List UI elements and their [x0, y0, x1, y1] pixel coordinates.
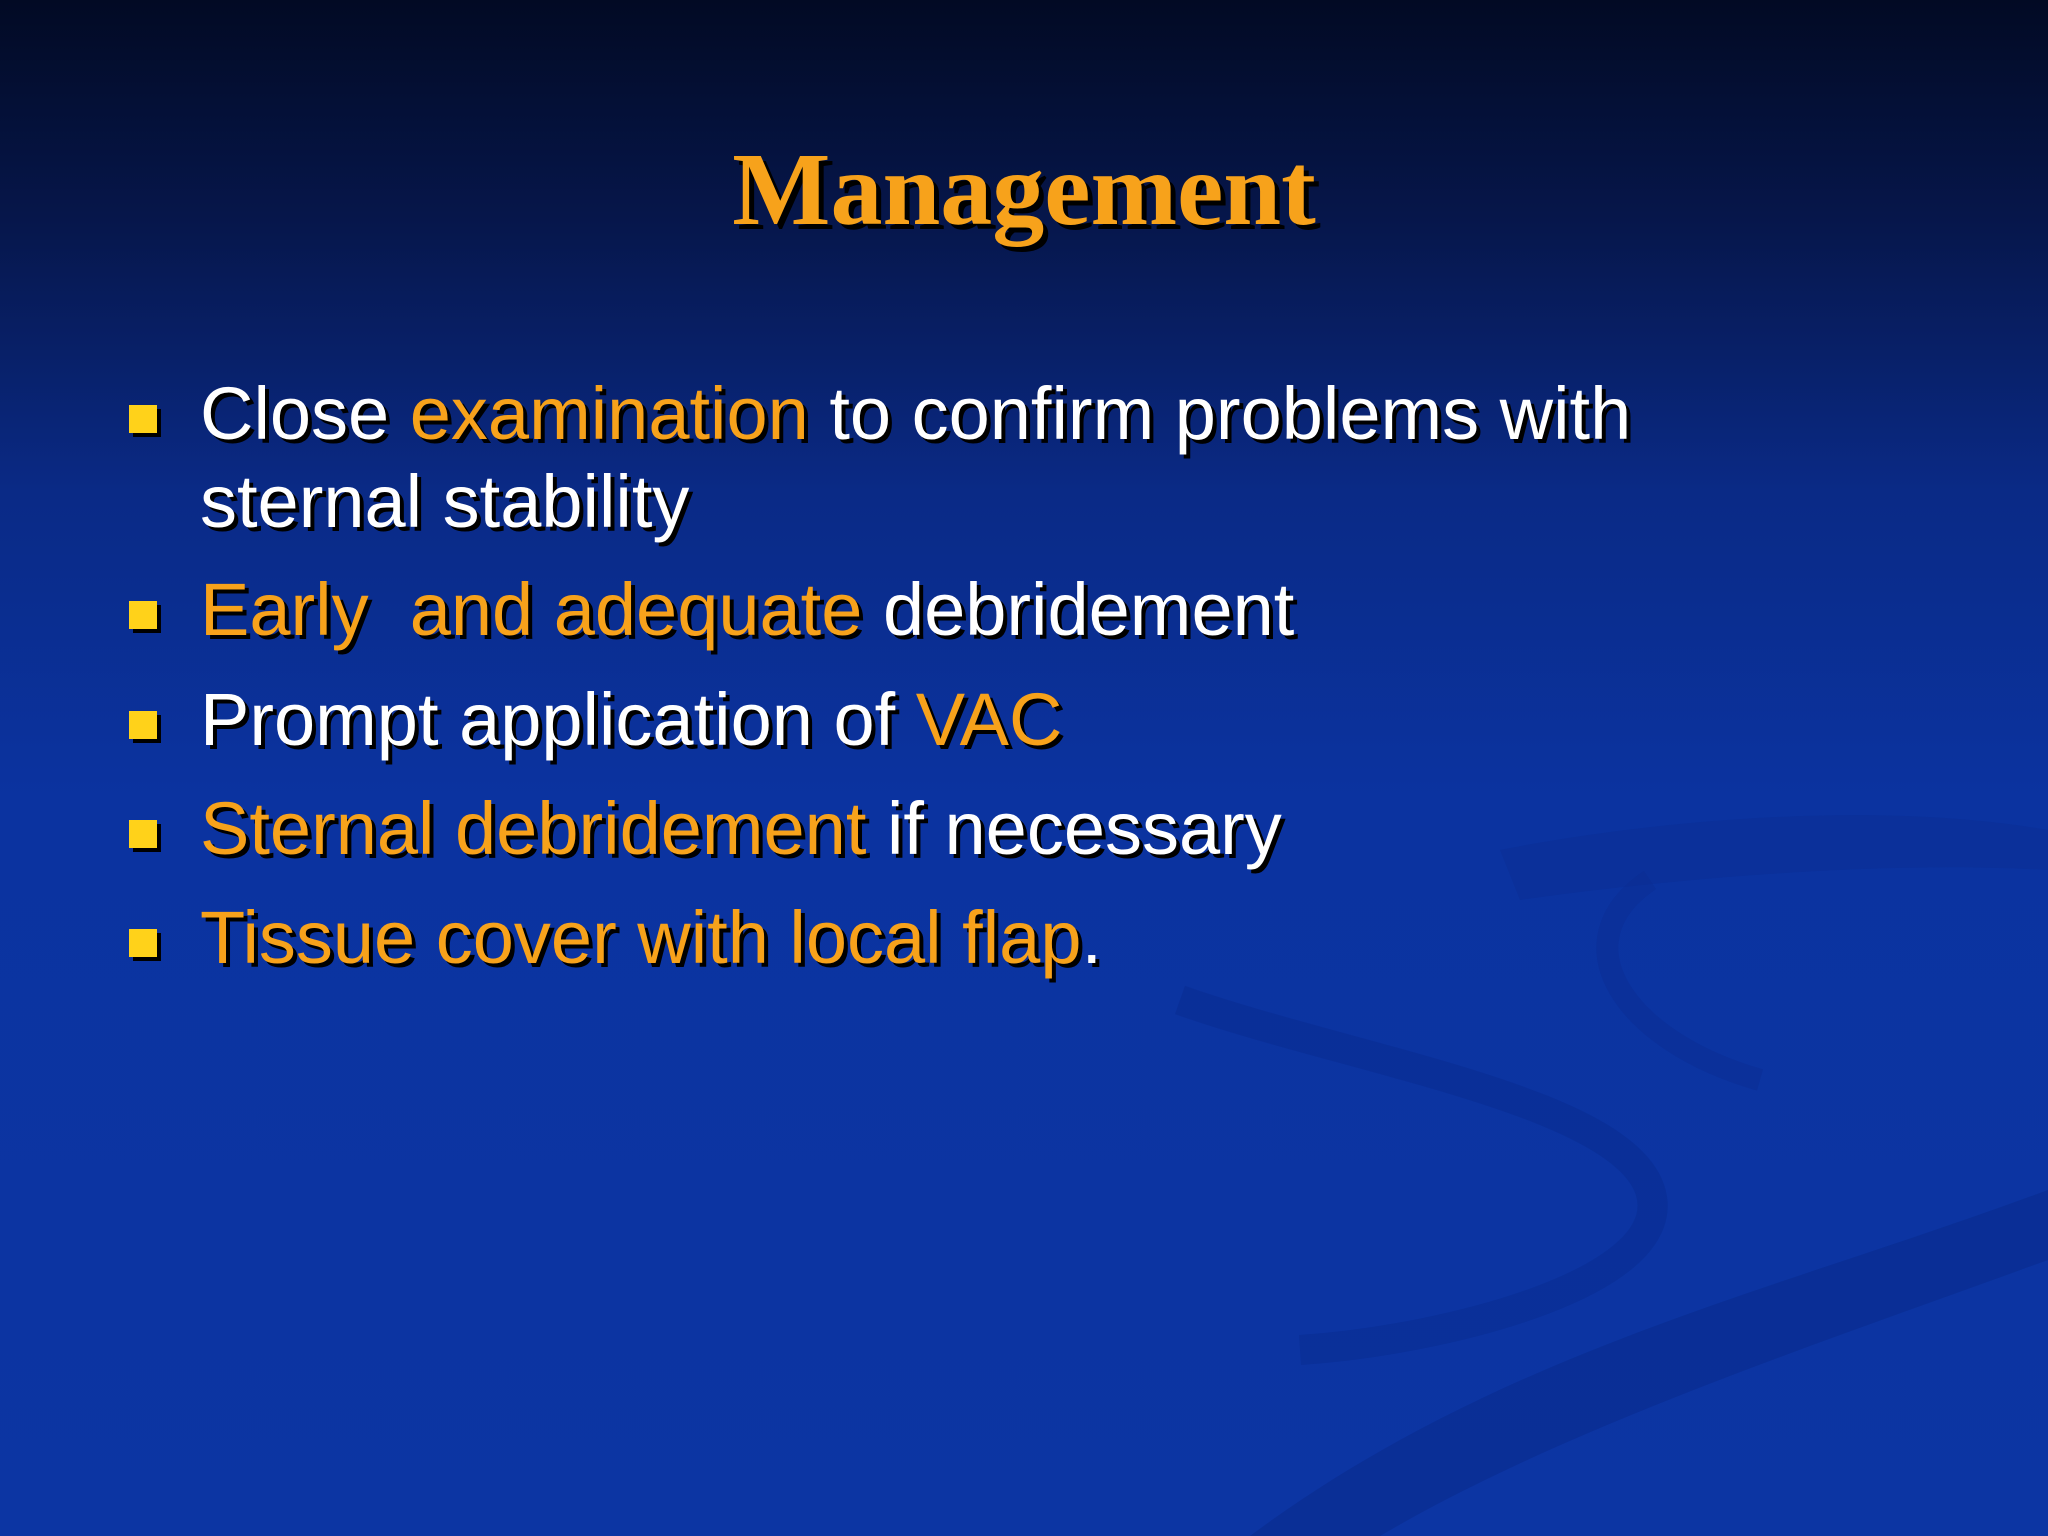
bullet-highlight-text: Tissue cover with local flap: [200, 896, 1082, 979]
bullet-text: Prompt application of: [200, 678, 916, 761]
bullet-highlight-text: VAC: [915, 678, 1063, 761]
bullet-item: [200, 676, 1840, 764]
square-bullet-icon: [129, 711, 157, 739]
bullet-text: sternal stability: [200, 460, 690, 543]
bullet-highlight-text: Early and adequate: [200, 568, 863, 651]
bullet-highlight-text: Sternal debridement: [200, 787, 867, 870]
bullet-item: [200, 785, 1840, 873]
square-bullet-icon: [129, 820, 157, 848]
bullet-text: Close: [200, 372, 410, 455]
bullet-text: debridement: [862, 568, 1295, 651]
bullet-text: if necessary: [866, 787, 1282, 870]
bullet-text: .: [1081, 896, 1103, 979]
bullet-item: [200, 894, 1840, 982]
square-bullet-icon: [129, 929, 157, 957]
square-bullet-icon: [129, 405, 157, 433]
bullet-text: to confirm problems with: [808, 372, 1632, 455]
bullet-highlight-text: examination: [409, 372, 809, 455]
square-bullet-icon: [129, 601, 157, 629]
bullet-item: [200, 566, 1840, 654]
bullet-item: [200, 370, 1840, 546]
slide-title: Management: [732, 132, 1316, 247]
